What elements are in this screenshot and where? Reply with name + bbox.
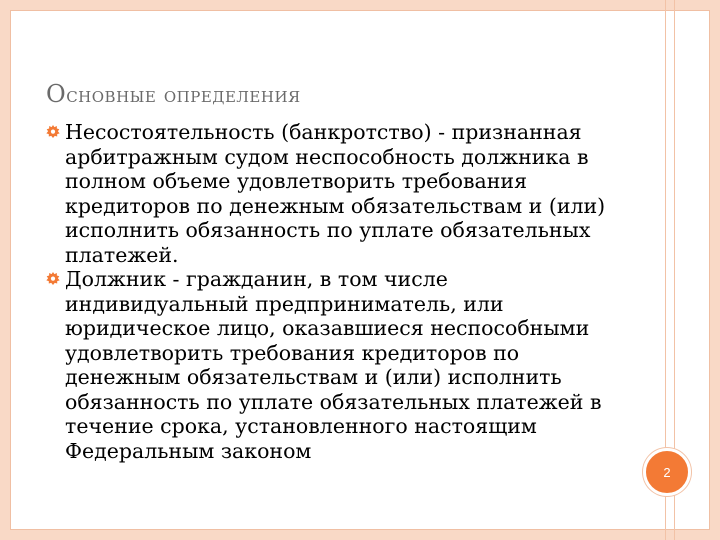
bullet-text: Несостоятельность (банкротство) - признанная арбитражным судом неспособность должника в полном объеме удовлетворить требования кредиторов по денежным обязательствам и (или) исполнить обязанность по уплате обязательных платежей.	[65, 120, 606, 267]
bullet-item	[46, 120, 636, 267]
title-initial: О	[46, 80, 67, 108]
page-number: 2	[663, 464, 671, 480]
page-number-badge	[643, 448, 691, 496]
bullet-item	[46, 267, 636, 463]
slide-title	[46, 80, 301, 108]
bullet-text: Должник - гражданин, в том числе индивидуальный предприниматель, или юридическое лицо, оказавшиеся неспособными удовлетворить требования кредиторов по денежным обязательствам и (или) исполнить обязанность по уплате обязательных платежей в течение срока, установленного настоящим Федеральным законом	[65, 267, 602, 463]
gear-icon	[46, 272, 60, 286]
title-rest: сновные определения	[66, 83, 301, 108]
gear-icon	[46, 125, 60, 139]
bullet-list	[46, 120, 636, 463]
